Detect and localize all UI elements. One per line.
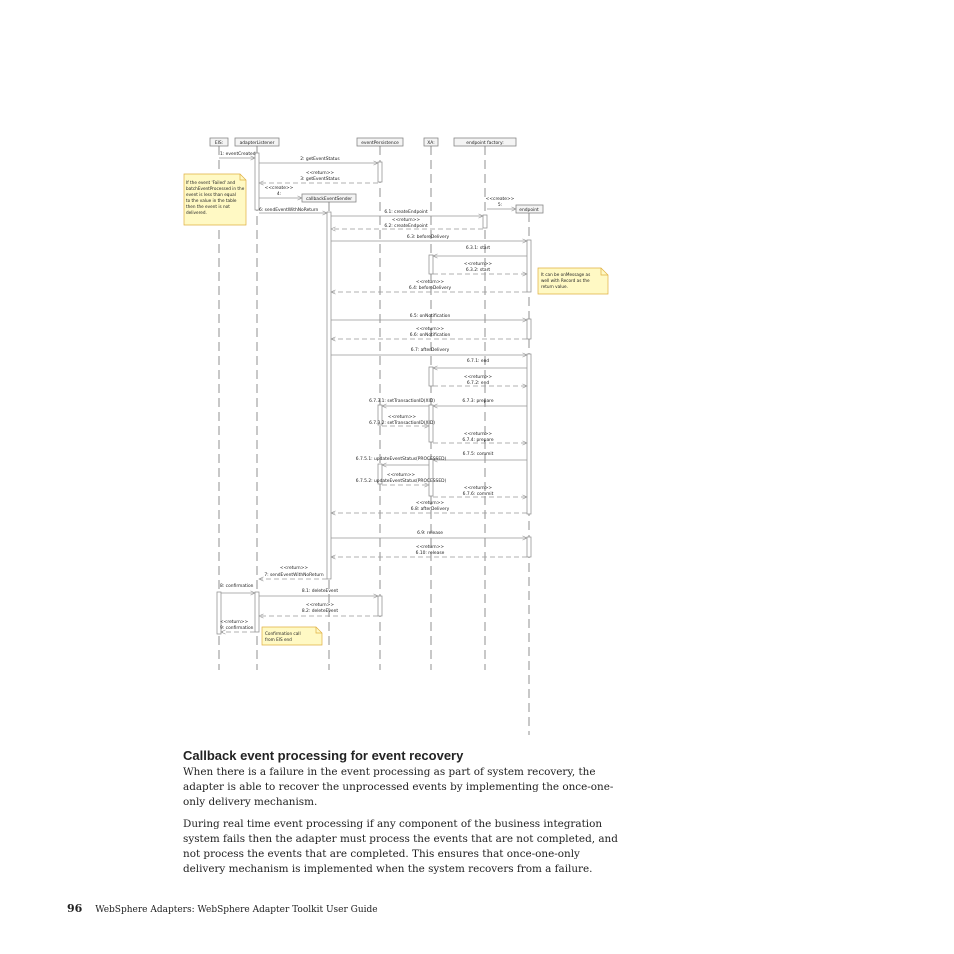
page-number: 96 [67,902,83,915]
note-failed-event [184,174,246,225]
msg-5: 5: [497,203,503,208]
lifeline-label-callback-sender: callbackEventSender [305,197,353,202]
page-footer [67,902,378,915]
msg-6-7-5-1: 6.7.5.1: updateEventStatus(PROCESSED) [355,457,447,462]
note-on-message-line-1: It can be onMessage as [541,272,591,277]
section-paragraph-2: During real time event processing if any component of the business integration system fails then the adapter must process the events that are not completed, and not process the events that are completed. This ensures that once-one-only delivery mechanism is implemented when the system recovers from a failure. [183,818,618,875]
msg-6-3: 6.3: beforeDelivery [406,235,450,240]
msg-6-2-return: <<return>> [391,218,421,223]
msg-7: 7: sendEventWithNoReturn [264,573,324,578]
msg-6-4: 6.4: beforeDelivery [408,286,452,291]
lifeline-label-adapter-listener: adapterListener [239,141,275,146]
activation-endpoint-4 [527,537,531,557]
activation-adapter-listener-2 [255,592,259,632]
msg-6-8: 6.8: afterDelivery [410,507,450,512]
msg-6-10-return: <<return>> [415,545,445,550]
msg-6-9: 6.9: release [417,531,443,536]
msg-8-2: 8.2: deleteEvent [301,609,339,614]
msg-6-7-5-2: 6.7.5.2: updateEventStatus(PROCESSED) [355,479,447,484]
msg-6-7-3-1: 6.7.3.1: setTransactionID(XID) [369,399,435,404]
note-on-message-line-2: well with Record as the [541,278,590,283]
msg-6-3-1: 6.3.1: start [465,246,491,251]
msg-6-8-return: <<return>> [415,501,445,506]
activation-event-persistence-4 [378,596,382,616]
activation-endpoint-2 [527,319,531,339]
msg-6-7-6: 6.7.6: commit [462,492,494,497]
note-failed-line-3: event is less than equal [186,192,236,197]
section-heading: Callback event processing for event recovery [183,748,464,763]
activation-endpoint-1 [527,240,531,292]
msg-8: 8: confirmation [220,584,254,589]
msg-6-7: 6.7: afterDelivery [410,348,450,353]
msg-8-1: 8.1: deleteEvent [301,589,339,594]
msg-5-create: <<create>> [485,197,515,202]
msg-6-7-1: 6.7.1: end [466,359,490,364]
activation-xa-1 [429,255,433,274]
note-failed-line-6: delivered. [186,210,207,215]
lifeline-label-endpoint: endpoint [519,208,539,213]
msg-3-return: <<return>> [305,171,335,176]
msg-6-7-2-return: <<return>> [463,375,493,380]
note-failed-line-5: then the event is not [186,204,230,209]
msg-6-7-5: 6.7.5: commit [462,452,494,457]
msg-6-7-6-return: <<return>> [463,486,493,491]
msg-6-3-2: 6.3.2: start [465,268,491,273]
lifeline-label-endpoint-factory: endpoint factory: [466,141,504,146]
msg-9-return: <<return>> [220,620,249,625]
note-failed-line-4: to the value in the table [186,198,237,203]
msg-6: 6: sendEventWithNoReturn [259,208,319,213]
lifeline-label-eis: EIS: [214,141,224,146]
note-failed-line-2: batchEventProcessed in the [186,186,245,191]
msg-6-4-return: <<return>> [415,280,445,285]
activation-xa-2 [429,367,433,386]
activation-endpoint-3 [527,354,531,514]
msg-4-create: <<create>> [264,186,294,191]
msg-1: 1: eventCreated [220,152,256,157]
msg-6-6: 6.6: onNotification [409,333,451,338]
msg-2: 2: getEventStatus [300,157,340,162]
msg-6-7-5-2-return: <<return>> [386,473,416,478]
lifeline-label-xa: XA: [427,141,435,146]
msg-4: 4: [276,192,282,197]
msg-6-1: 6.1: createEndpoint [384,210,428,215]
msg-6-7-3: 6.7.3: prepare [462,399,494,404]
note-confirmation-line-1: Confirmation call [265,631,301,636]
msg-6-7-3-2-return: <<return>> [387,415,417,420]
msg-8-2-return: <<return>> [305,603,335,608]
msg-6-2: 6.2: createEndpoint [384,224,428,229]
msg-3: 3: getEventStatus [300,177,340,182]
activation-endpoint-factory [483,215,487,228]
book-title: WebSphere Adapters: WebSphere Adapter Toolkit User Guide [95,905,378,915]
msg-6-10: 6.10: release [415,551,445,556]
activation-xa-4 [429,459,433,496]
msg-6-7-4: 6.7.4: prepare [462,438,494,443]
msg-6-7-2: 6.7.2: end [466,381,490,386]
msg-6-7-4-return: <<return>> [463,432,493,437]
activation-event-persistence-1 [378,162,382,182]
activation-bars [217,153,531,634]
msg-7-return: <<return>> [279,566,309,571]
section-paragraph-1: When there is a failure in the event processing as part of system recovery, the adapter is able to recover the unprocessed events by implementing the once-one-only delivery mechanism. [183,766,614,808]
msg-9: 9: confirmation [220,626,254,631]
note-on-message-line-3: return value. [541,284,568,289]
note-confirmation-line-2: from EIS end [265,637,292,642]
msg-6-5: 6.5: onNotification [409,314,451,319]
activation-callback-sender [327,212,331,579]
msg-6-6-return: <<return>> [415,327,445,332]
note-confirmation [262,627,322,645]
note-failed-line-1: If the event 'Failed' and [186,180,236,185]
lifeline-label-event-persistence: eventPersistence [361,141,399,146]
note-on-message [538,268,608,294]
msg-6-3-2-return: <<return>> [463,262,493,267]
activation-adapter-listener-1 [255,153,259,210]
msg-6-7-3-2: 6.7.3.2: setTransactionID(XID) [369,421,435,426]
